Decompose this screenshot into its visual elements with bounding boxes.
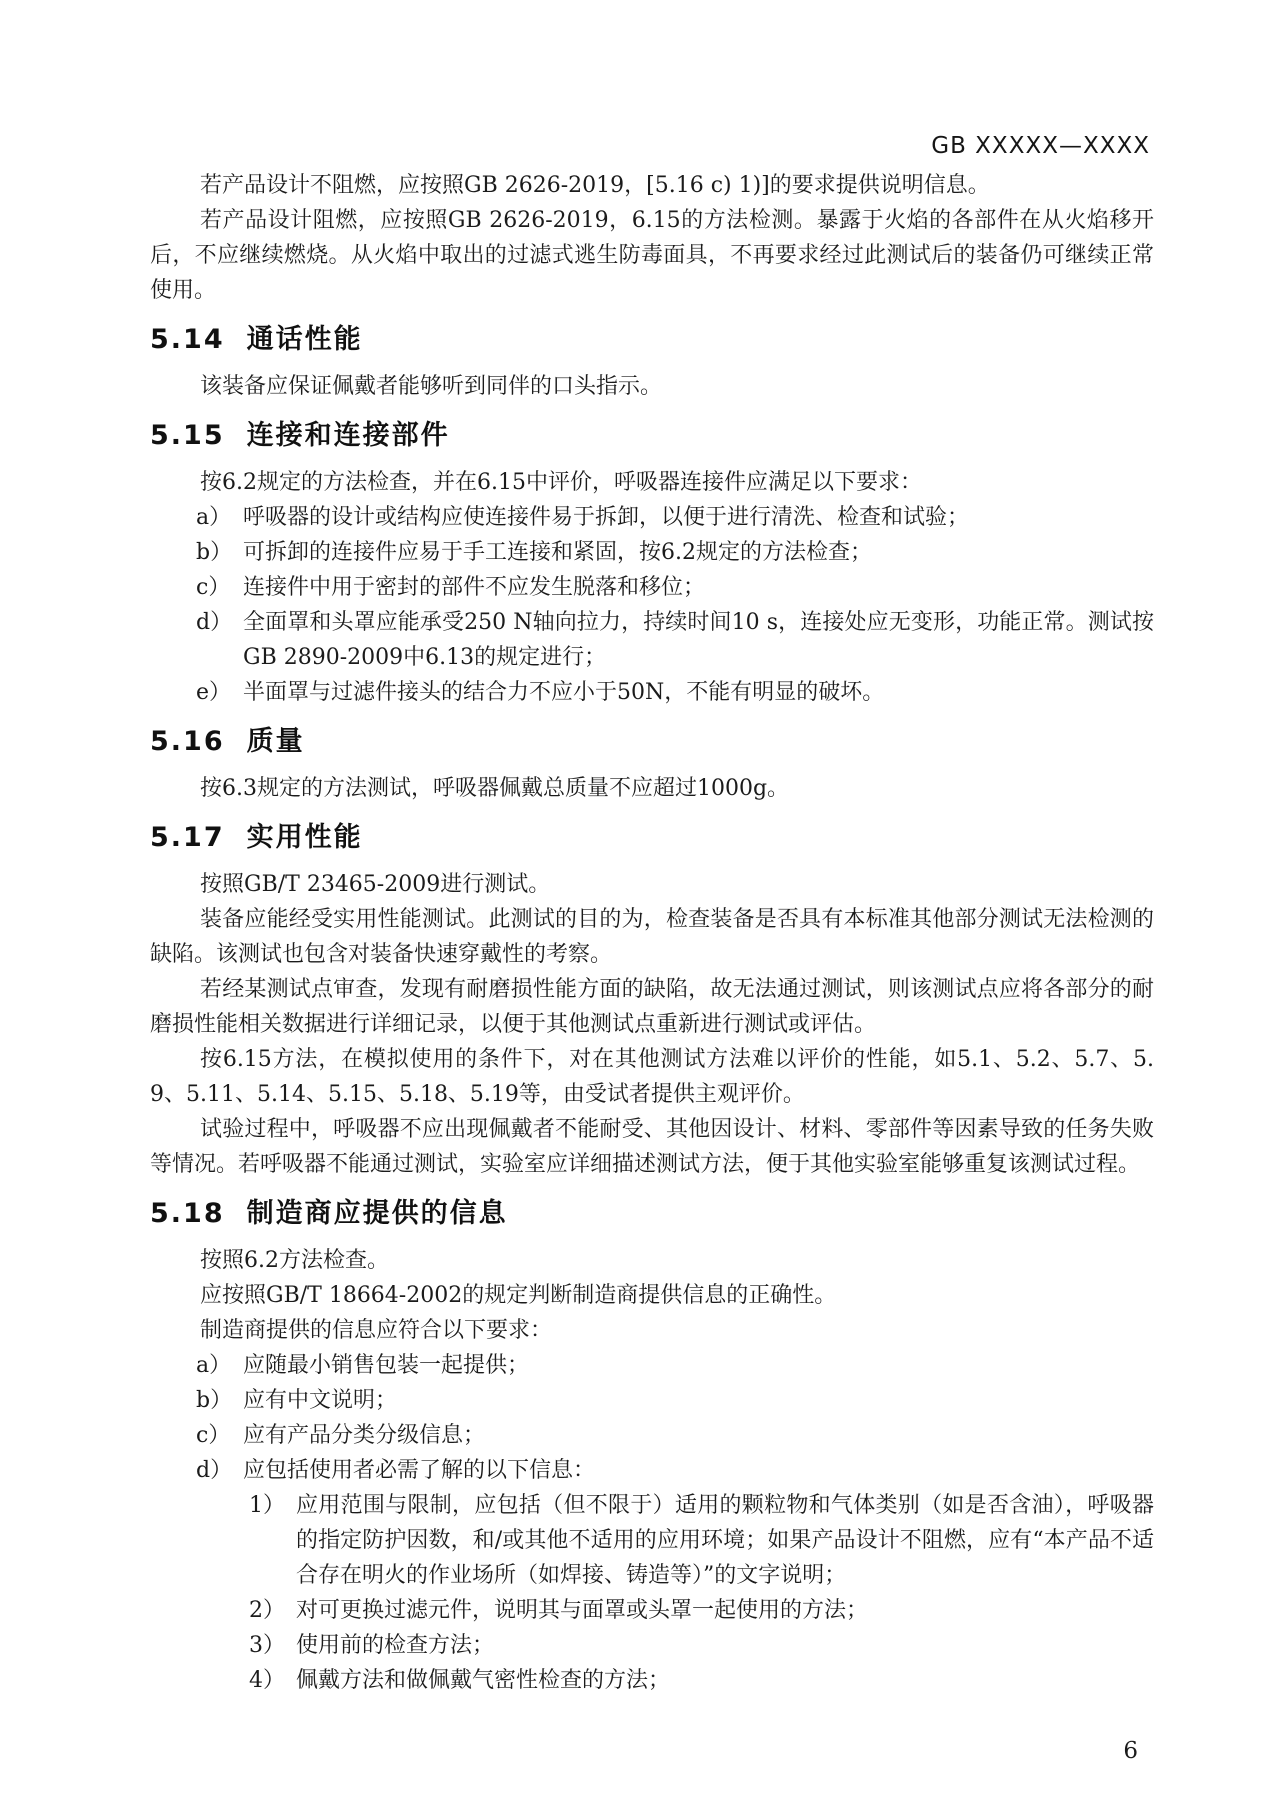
sublist-item xyxy=(150,1663,1154,1698)
list-text: 连接件中用于密封的部件不应发生脱落和移位； xyxy=(243,575,706,600)
paragraph: 按6.3规定的方法测试，呼吸器佩戴总质量不应超过1000g。 xyxy=(200,776,790,801)
list-text: 半面罩与过滤件接头的结合力不应小于50N，不能有明显的破坏。 xyxy=(243,680,885,705)
document-content xyxy=(150,168,1154,1698)
clause-title: 制造商应提供的信息 xyxy=(246,1198,508,1229)
paragraph: 制造商提供的信息应符合以下要求： xyxy=(200,1318,553,1343)
sublist-item xyxy=(150,1628,1154,1663)
paragraph: 应按照GB/T 18664-2002的规定判断制造商提供信息的正确性。 xyxy=(200,1283,837,1308)
clause-number: 5.14 xyxy=(150,324,225,355)
list-marker: c） xyxy=(196,1423,231,1448)
list-marker: a） xyxy=(196,1353,232,1378)
doc-code-header: GB XXXXX—XXXX xyxy=(931,133,1150,159)
clause-number: 5.15 xyxy=(150,420,225,451)
list-text: 对可更换过滤元件，说明其与面罩或头罩一起使用的方法； xyxy=(296,1598,869,1623)
section-heading-5-14 xyxy=(150,322,1154,358)
clause-5-15-list xyxy=(150,500,1154,710)
list-item xyxy=(150,570,1154,605)
list-marker: a） xyxy=(196,505,232,530)
clause-title: 连接和连接部件 xyxy=(246,420,450,451)
list-text: 佩戴方法和做佩戴气密性检查的方法； xyxy=(296,1668,671,1693)
list-marker: 3） xyxy=(249,1633,285,1658)
list-marker: 1） xyxy=(249,1493,285,1518)
list-item xyxy=(150,1418,1154,1453)
list-text: 呼吸器的设计或结构应使连接件易于拆卸，以便于进行清洗、检查和试验； xyxy=(243,505,970,530)
paragraph: 该装备应保证佩戴者能够听到同伴的口头指示。 xyxy=(200,374,663,399)
list-marker: d） xyxy=(196,1458,233,1483)
list-text: 应有产品分类分级信息； xyxy=(243,1423,486,1448)
paragraph: 试验过程中，呼吸器不应出现佩戴者不能耐受、其他因设计、材料、零部件等因素导致的任务失败等情况。若呼吸器不能通过测试，实验室应详细描述测试方法，便于其他实验室能够重复该测试过程。 xyxy=(150,1117,1154,1177)
list-marker: 2） xyxy=(249,1598,285,1623)
sublist-item xyxy=(150,1488,1154,1593)
clause-number: 5.17 xyxy=(150,822,225,853)
list-text: 应随最小销售包装一起提供； xyxy=(243,1353,530,1378)
list-item xyxy=(150,1348,1154,1383)
clause-title: 质量 xyxy=(246,726,305,757)
paragraph: 若产品设计阻燃，应按照GB 2626-2019，6.15的方法检测。暴露于火焰的各部件在从火焰移开后，不应继续燃烧。从火焰中取出的过滤式逃生防毒面具，不再要求经过此测试后的装备仍可继续正常使用。 xyxy=(150,208,1154,303)
paragraph: 按6.2规定的方法检查，并在6.15中评价，呼吸器连接件应满足以下要求： xyxy=(200,470,922,495)
list-marker: e） xyxy=(196,680,232,705)
list-text: 应有中文说明； xyxy=(243,1388,398,1413)
list-marker: 4） xyxy=(249,1668,285,1693)
list-item xyxy=(150,1383,1154,1418)
paragraph: 按照6.2方法检查。 xyxy=(200,1248,389,1273)
list-item xyxy=(150,535,1154,570)
list-marker: b） xyxy=(196,1388,233,1413)
list-text: 应包括使用者必需了解的以下信息： xyxy=(243,1458,596,1483)
list-text: 可拆卸的连接件应易于手工连接和紧固，按6.2规定的方法检查； xyxy=(243,540,872,565)
clause-number: 5.16 xyxy=(150,726,225,757)
paragraph: 若产品设计不阻燃，应按照GB 2626-2019，[5.16 c) 1)]的要求提供说明信息。 xyxy=(200,173,990,198)
list-item xyxy=(150,1453,1154,1488)
list-marker: d） xyxy=(196,610,233,635)
section-heading-5-18 xyxy=(150,1196,1154,1232)
clause-number: 5.18 xyxy=(150,1198,225,1229)
list-text: 使用前的检查方法； xyxy=(296,1633,495,1658)
section-heading-5-17 xyxy=(150,820,1154,856)
clause-title: 通话性能 xyxy=(246,324,363,355)
list-marker: b） xyxy=(196,540,233,565)
list-item xyxy=(150,500,1154,535)
paragraph: 按照GB/T 23465-2009进行测试。 xyxy=(200,872,551,897)
clause-title: 实用性能 xyxy=(246,822,363,853)
list-text: 全面罩和头罩应能承受250 N轴向拉力，持续时间10 s，连接处应无变形，功能正常。测试按GB 2890-2009中6.13的规定进行； xyxy=(243,610,1154,670)
section-heading-5-16 xyxy=(150,724,1154,760)
paragraph: 若经某测试点审查，发现有耐磨损性能方面的缺陷，故无法通过测试，则该测试点应将各部分的耐磨损性能相关数据进行详细记录，以便于其他测试点重新进行测试或评估。 xyxy=(150,977,1154,1037)
section-heading-5-15 xyxy=(150,418,1154,454)
page-number: 6 xyxy=(1123,1738,1138,1764)
clause-5-18-list xyxy=(150,1348,1154,1488)
sublist-item xyxy=(150,1593,1154,1628)
paragraph: 按6.15方法，在模拟使用的条件下，对在其他测试方法难以评价的性能，如5.1、5.2、5.7、5.9、5.11、5.14、5.15、5.18、5.19等，由受试者提供主观评价。 xyxy=(150,1047,1154,1107)
clause-5-18-sublist xyxy=(150,1488,1154,1698)
list-item xyxy=(150,675,1154,710)
paragraph: 装备应能经受实用性能测试。此测试的目的为，检查装备是否具有本标准其他部分测试无法检测的缺陷。该测试也包含对装备快速穿戴性的考察。 xyxy=(150,907,1154,967)
list-marker: c） xyxy=(196,575,231,600)
list-item xyxy=(150,605,1154,675)
list-text: 应用范围与限制，应包括（但不限于）适用的颗粒物和气体类别（如是否含油），呼吸器的指定防护因数，和/或其他不适用的应用环境；如果产品设计不阻燃，应有“本产品不适合存在明火的作业场所（如焊接、铸造等）”的文字说明； xyxy=(296,1493,1154,1588)
